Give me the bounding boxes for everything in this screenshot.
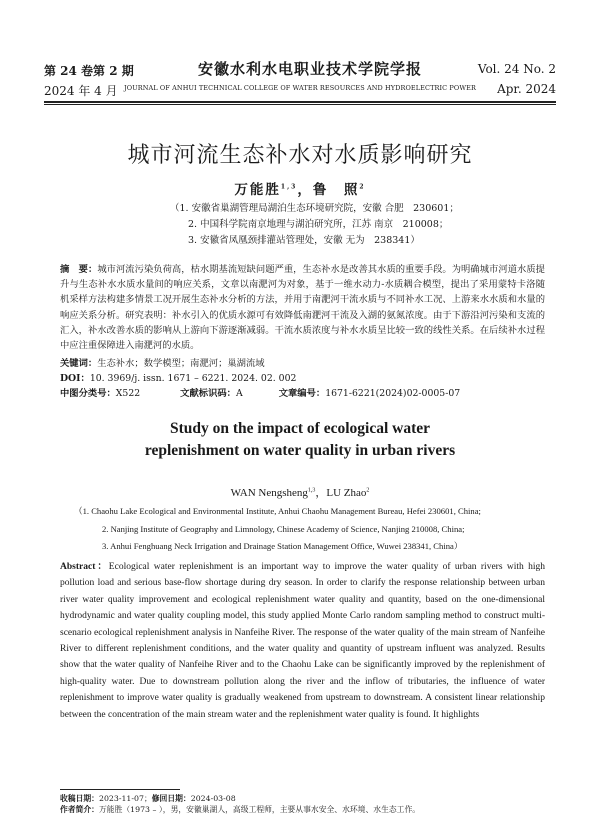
bio-label: 作者简介：: [60, 805, 99, 814]
received-dates: [60, 793, 560, 804]
abstract-text-cn: 城市河流污染负荷高，枯水期基流短缺问题严重，生态补水是改善其水质的重要手段。为明确城市河道水质提升与生态补水水质水量间的响应关系，文章以南淝河为对象，基于一维水动力-水质耦合模型，提出了采用蒙特卡洛随机采样方法构建多情景工况开展生态补水分析的方法，并用于南淝河干流水质与不同补水工况、上游来水水质和水量的响应关系分析。研究表明：补水引入的优质水源可有效降低南淝河干流及入湖的氨氮浓度。由于下游沿河污染和支流的汇入，补水改善水质的影响从上游向下游逐渐减弱。干流水质浓度与补水水质呈比较一致的线性关系。在后续补水过程中应注重保障进入南淝河的水质。: [60, 264, 545, 352]
affiliations-cn: [170, 201, 459, 249]
affiliation-line: 3. 安徽省凤凰颈排灌站管理处，安徽 无为 238341）: [188, 235, 420, 246]
keywords-cn: [60, 356, 545, 371]
affiliation-line: 2. Nanjing Institute of Geography and Limnology, Chinese Academy of Science, Nanjing 210008, China;: [102, 523, 465, 534]
article-no-label: 文章编号：: [278, 388, 326, 400]
author-name: 鲁 照: [312, 182, 360, 198]
authors-en: [0, 484, 600, 500]
abstract-label-cn: 摘 要：: [60, 264, 98, 275]
author-name: WAN Nengsheng: [230, 487, 308, 499]
revised-value: 2024-03-08: [190, 794, 236, 803]
author-affiliation-mark: 2: [359, 183, 366, 191]
affiliation-line: 3. Anhui Fenghuang Neck Irrigation and Drainage Station Management Office, Wuwei 238341, China）: [102, 541, 463, 551]
article-metadata: [60, 356, 545, 402]
received-value: 2023-11-07；: [98, 794, 152, 803]
classification-line: [60, 386, 545, 401]
footnote: [60, 793, 560, 815]
volume-issue-en: Vol. 24 No. 2: [477, 62, 556, 76]
affiliation-line: 2. 中国科学院南京地理与湖泊研究所，江苏 南京 210008；: [188, 219, 449, 230]
affiliation-line: （1. Chaohu Lake Ecological and Environmental Institute, Anhui Chaohu Management Bureau, Hefei 230601, China;: [74, 506, 481, 516]
header-rule-thin: [44, 104, 556, 105]
author-affiliation-mark: 1,3: [307, 487, 316, 494]
clc-label: 中图分类号：: [60, 388, 116, 400]
author-bio: [60, 804, 560, 815]
affiliation-line: （1. 安徽省巢湖管理局湖泊生态环境研究院，安徽 合肥 230601；: [170, 203, 459, 214]
article-no-value: 1671-6221(2024)02-0005-07: [325, 388, 461, 400]
paper-title-en: [0, 418, 600, 462]
author-separator: ，: [297, 182, 313, 198]
doc-code-label: 文献标识码：: [180, 388, 236, 400]
clc-value: X522: [115, 388, 141, 400]
author-affiliation-mark: 1,3: [280, 183, 298, 191]
doi: [60, 371, 545, 386]
authors-cn: [0, 178, 600, 198]
doi-value: 10. 3969/j. issn. 1671 – 6221. 2024. 02. 002: [89, 373, 297, 385]
paper-title-en-line: Study on the impact of ecological water: [169, 420, 431, 437]
doc-code-value: A: [235, 388, 243, 400]
abstract-text-en: Ecological water replenishment is an important way to improve the water quality of urban rivers with high pollution load and serious base-flow shortage during dry season. In order to clarify the response relationship between urban river water quality improvement and ecological replenishment water quality and quantity, based on the one-dimensional hydrodynamic and water quality coupling model, this study applied Monte Carlo random sampling method to construct multi-scenario ecological replenishment analysis in Nanfeihe River. The response of the water quality of the main stream of Nanfeihe River to different replenishment conditions, and the water quality and quantity of upstream influent was analyzed. Results show that the water quality of Nanfeihe River and to the Chaohu Lake can be significantly improved by the replenishment of high-quality water. Due to downstream pollution along the river and the inflow of tributaries, the influence of water replenishment to improve water quality is gradually weakened from upstream to downstream. A consistent linear relationship between the concentration of the main stream water and the replenishment water quality is found. It highlights: [60, 562, 545, 720]
header-rule: [44, 101, 556, 103]
paper-title-en-line: replenishment on water quality in urban rivers: [144, 442, 456, 459]
abstract-cn: [60, 262, 545, 353]
volume-issue-cn: 第 24 卷第 2 期: [44, 64, 134, 78]
journal-title-cn: 安徽水利水电职业技术学院学报: [197, 60, 422, 78]
paper-title-cn: 城市河流生态补水对水质影响研究: [127, 143, 473, 168]
date-cn: 2024 年 4 月: [44, 84, 118, 98]
date-en: Apr. 2024: [497, 82, 556, 96]
affiliations-en: [44, 503, 564, 556]
received-label: 收稿日期：: [60, 794, 99, 803]
abstract-label-en: Abstract：: [60, 562, 109, 572]
author-name: 万能胜: [234, 182, 281, 198]
journal-title-en: JOURNAL OF ANHUI TECHNICAL COLLEGE OF WATER RESOURCES AND HYDROELECTRIC POWER: [124, 84, 476, 92]
revised-label: 修回日期：: [151, 794, 191, 803]
footnote-rule: [60, 789, 180, 790]
abstract-en: [60, 559, 545, 723]
bio-text: 万能胜（1973 – ），男，安徽巢湖人，高级工程师，主要从事水安全、水环境、水生态工作。: [98, 805, 421, 814]
keywords-text: 生态补水；数学模型；南淝河；巢湖流域: [97, 358, 265, 369]
author-separator: ，: [315, 487, 327, 499]
keywords-label: 关键词：: [60, 358, 98, 369]
doi-label: DOI：: [60, 373, 90, 385]
author-name: LU Zhao: [326, 487, 367, 499]
author-affiliation-mark: 2: [366, 487, 370, 494]
